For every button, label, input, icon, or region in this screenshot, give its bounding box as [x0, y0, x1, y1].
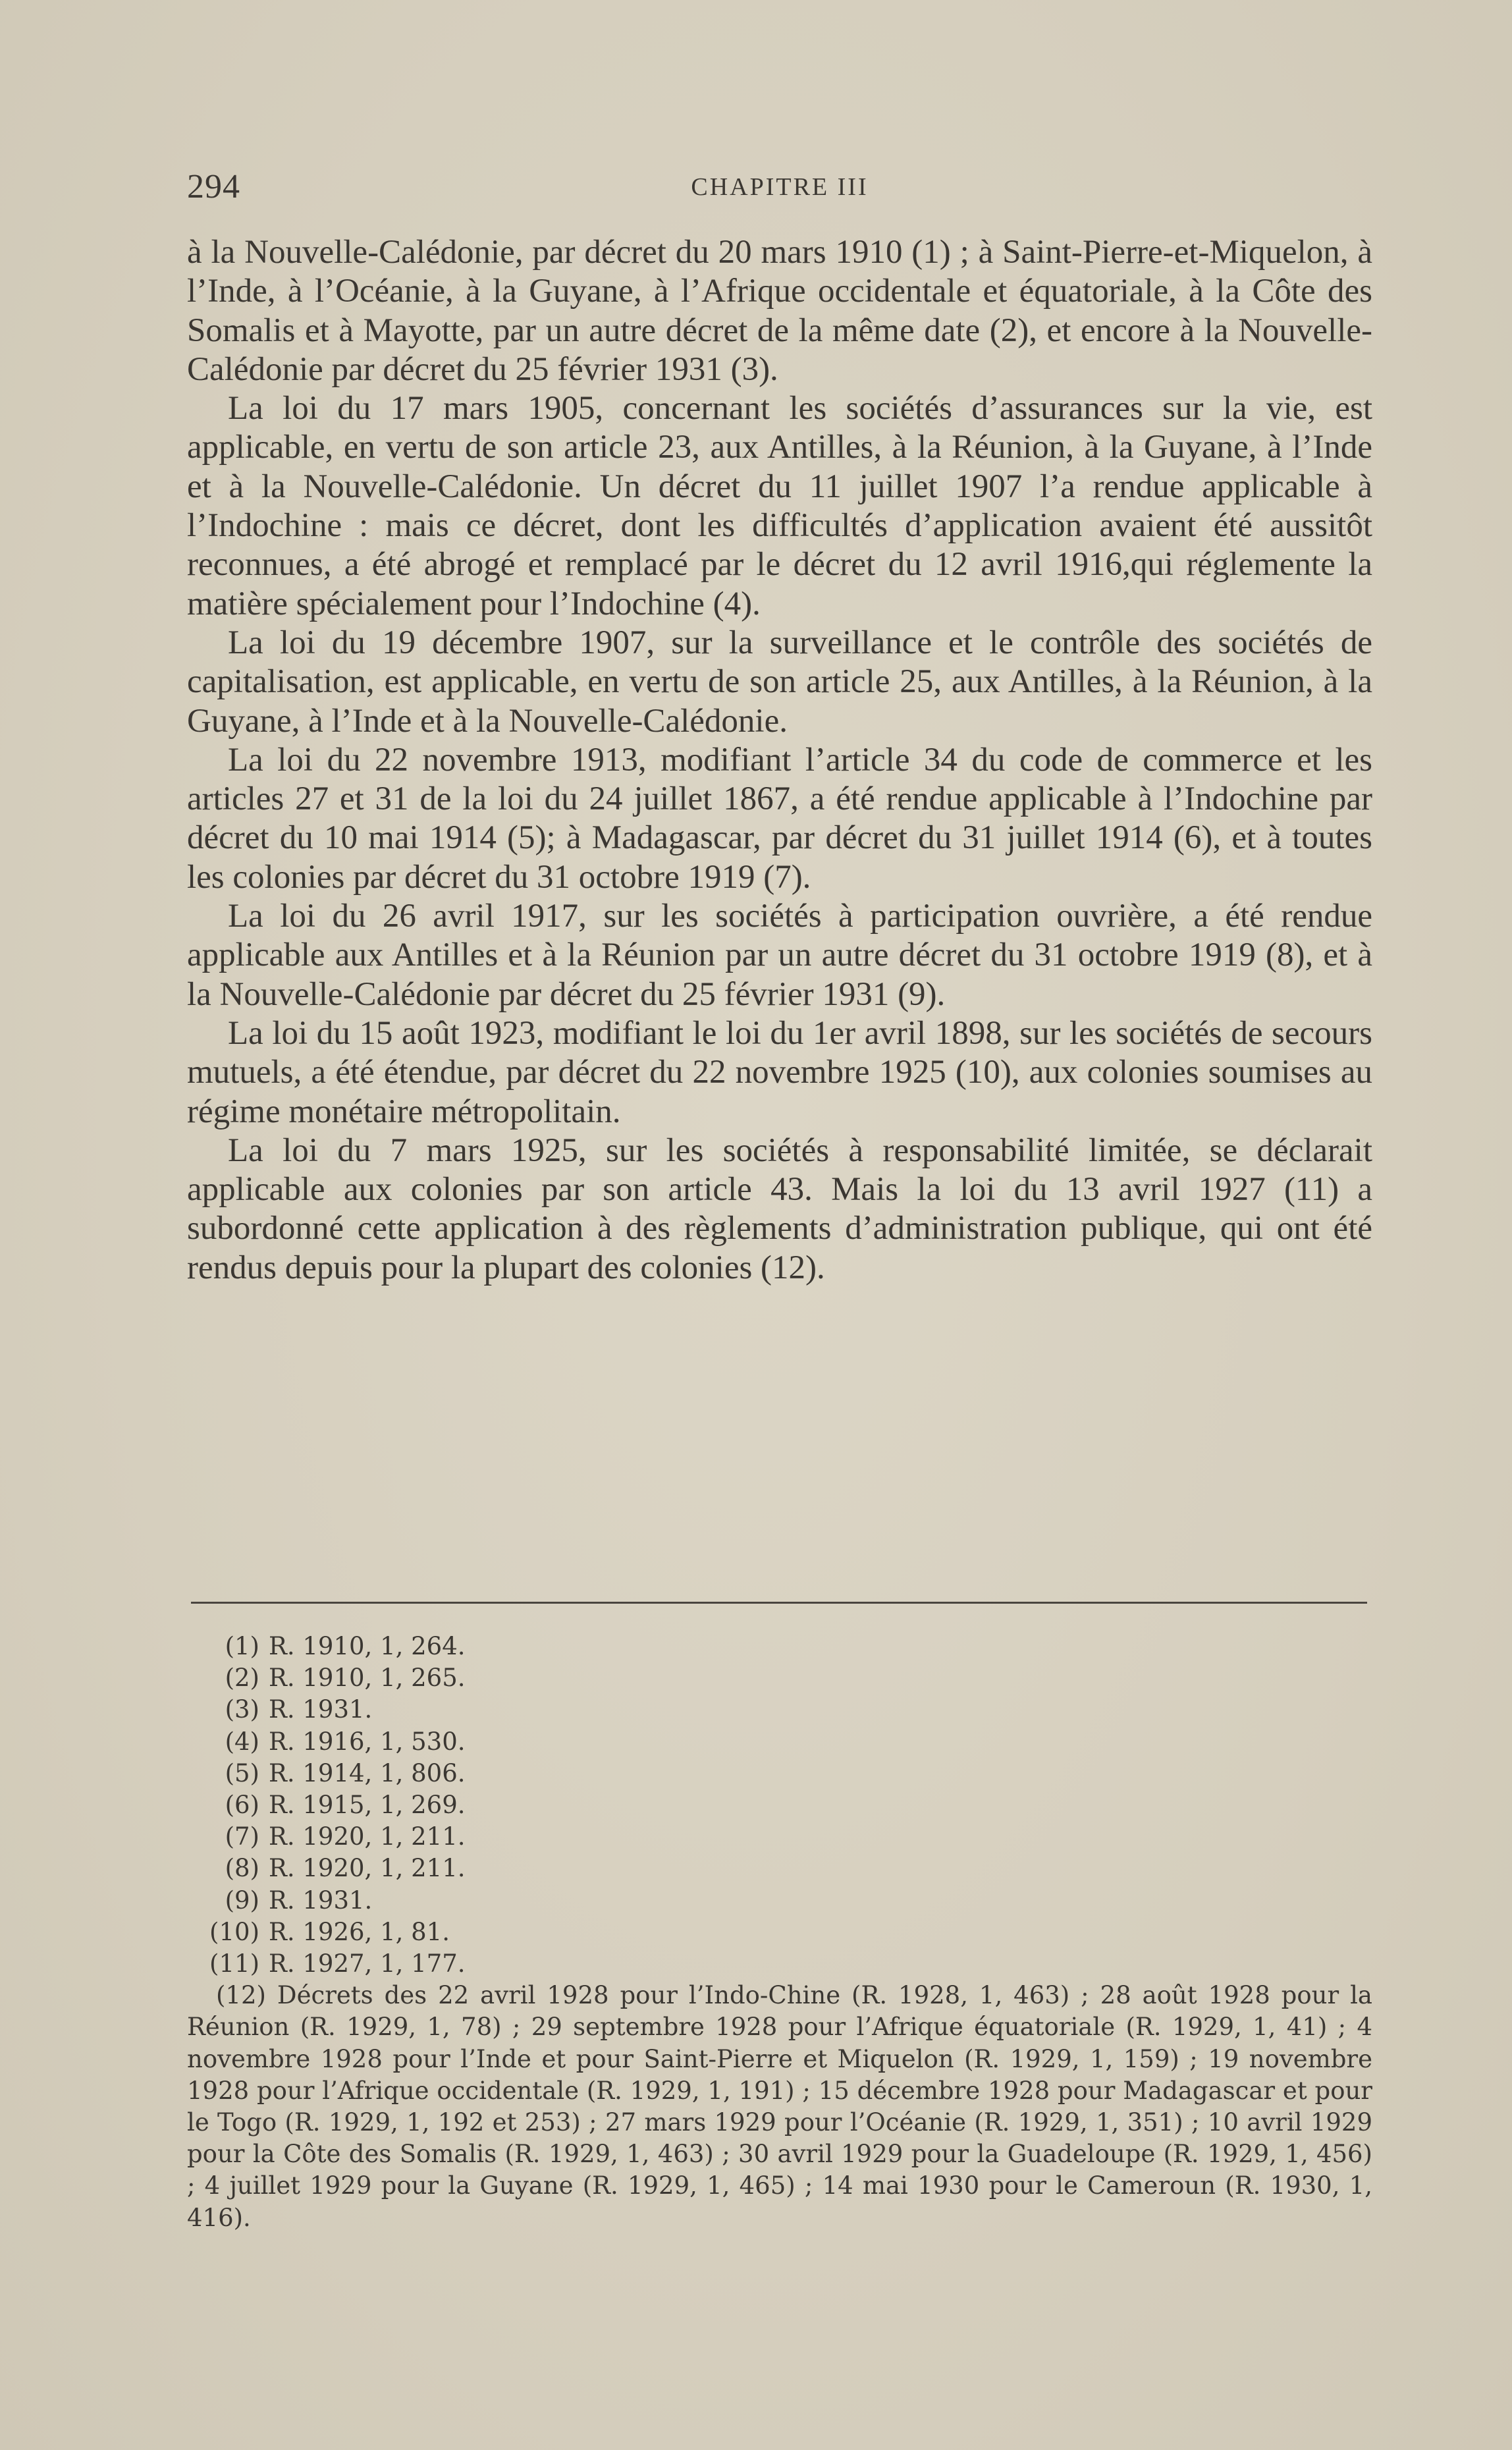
footnote-number: (6): [225, 1791, 259, 1820]
footnote-text: R. 1920, 1, 211.: [269, 1854, 466, 1883]
footnote-text: Décrets des 22 avril 1928 pour l’Indo-Chine (R. 1928, 1, 463) ; 28 août 1928 pour la Réunion (R. 1929, 1, 78) ; 29 septembre 1928 pour l’Afrique équatoriale (R. 1929, 1, 41) ; 4 novembre 1928 pour l’Inde et pour Saint-Pierre et Miquelon (R. 1929, 1, 159) ; 19 novembre 1928 pour l’Afrique occidentale (R. 1929, 1, 191) ; 15 décembre 1928 pour Madagascar et pour le Togo (R. 1929, 1, 192 et 253) ; 27 mars 1929 pour l’Océanie (R. 1929, 1, 351) ; 10 avril 1929 pour la Côte des Somalis (R. 1929, 1, 463) ; 30 avril 1929 pour la Guadeloupe (R. 1929, 1, 456) ; 4 juillet 1929 pour la Guyane (R. 1929, 1, 465) ; 14 mai 1930 pour le Cameroun (R. 1930, 1, 416).: [187, 1981, 1372, 2232]
footnote-text: R. 1914, 1, 806.: [269, 1758, 466, 1787]
footnote-number: (8): [225, 1854, 259, 1883]
footnote-number: (3): [225, 1695, 259, 1724]
footnote-number: (2): [225, 1664, 259, 1693]
footnote: [187, 1662, 1372, 1694]
paragraph: La loi du 22 novembre 1913, modifiant l’article 34 du code de commerce et les articles 27 et 31 de la loi du 24 juillet 1867, a été rendue applicable à l’Indochine par décret du 10 mai 1914 (5); à Madagascar, par décret du 31 juillet 1914 (6), et à toutes les colonies par décret du 31 octobre 1919 (7).: [187, 741, 1372, 896]
footnote-text: R. 1931.: [269, 1886, 373, 1915]
paragraph: La loi du 7 mars 1925, sur les sociétés à responsabilité limitée, se déclarait applicable aux colonies par son article 43. Mais la loi du 13 avril 1927 (11) a subordonné cette application à des règlements d’administration publique, qui ont été rendus depuis pour la plupart des colonies (12).: [187, 1131, 1372, 1286]
running-title: CHAPITRE III: [691, 173, 869, 201]
footnote-number: (1): [225, 1632, 259, 1660]
footnote: [187, 1821, 1372, 1853]
page-header: [187, 167, 1372, 207]
footnote: [187, 1917, 1372, 1948]
footnote: [187, 1789, 1372, 1821]
footnote-text: R. 1931.: [269, 1695, 373, 1724]
footnote: [187, 1631, 1372, 1662]
paragraph: La loi du 26 avril 1917, sur les sociétés à participation ouvrière, a été rendue applicable aux Antilles et à la Réunion par un autre décret du 31 octobre 1919 (8), et à la Nouvelle-Calédonie par décret du 25 février 1931 (9).: [187, 898, 1372, 1013]
footnote: [187, 1948, 1372, 1980]
footnote-number: (7): [225, 1822, 259, 1851]
footnotes: [187, 1631, 1372, 2234]
footnote-text: R. 1910, 1, 265.: [269, 1664, 466, 1693]
footnote-number: (11): [209, 1949, 259, 1978]
body-text: [187, 233, 1372, 1288]
footnote-text: R. 1910, 1, 264.: [269, 1632, 466, 1660]
footnote-number: (12): [216, 1981, 266, 2010]
footnote-text: R. 1916, 1, 530.: [269, 1727, 466, 1756]
footnote-text: R. 1915, 1, 269.: [269, 1791, 466, 1820]
footnote-text: R. 1920, 1, 211.: [269, 1822, 466, 1851]
footnote-number: (5): [225, 1758, 259, 1787]
page-number: 294: [187, 168, 240, 205]
footnote: [187, 1694, 1372, 1726]
footnote: [187, 1853, 1372, 1884]
footnote-number: (10): [209, 1917, 259, 1946]
footnote: [187, 1885, 1372, 1917]
paragraph: La loi du 17 mars 1905, concernant les sociétés d’assurances sur la vie, est applicable, en vertu de son article 23, aux Antilles, à la Réunion, à la Guyane, à l’Inde et à la Nouvelle-Calédonie. Un décret du 11 juillet 1907 l’a rendue applicable à l’Indochine : mais ce décret, dont les difficultés d’application avaient été aussitôt reconnues, a été abrogé et remplacé par le décret du 12 avril 1916,qui réglemente la matière spécialement pour l’Indochine (4).: [187, 390, 1372, 622]
footnote-text: R. 1927, 1, 177.: [269, 1949, 466, 1978]
footnote-text: R. 1926, 1, 81.: [269, 1917, 450, 1946]
footnote-divider: [191, 1602, 1367, 1604]
footnote: [187, 1726, 1372, 1758]
footnote-long: [187, 1980, 1372, 2234]
paragraph: à la Nouvelle-Calédonie, par décret du 20 mars 1910 (1) ; à Saint-Pierre-et-Miquelon, à l’Inde, à l’Océanie, à la Guyane, à l’Afrique occidentale et équatoriale, à la Côte des Somalis et à Mayotte, par un autre décret de la même date (2), et encore à la Nouvelle-Calédonie par décret du 25 février 1931 (3).: [187, 234, 1372, 388]
footnote-number: (4): [225, 1727, 259, 1756]
footnote-number: (9): [225, 1886, 259, 1915]
paragraph: La loi du 15 août 1923, modifiant le loi du 1er avril 1898, sur les sociétés de secours mutuels, a été étendue, par décret du 22 novembre 1925 (10), aux colonies soumises au régime monétaire métropolitain.: [187, 1014, 1372, 1130]
paragraph: La loi du 19 décembre 1907, sur la surveillance et le contrôle des sociétés de capitalisation, est applicable, en vertu de son article 25, aux Antilles, à la Réunion, à la Guyane, à l’Inde et à la Nouvelle-Calédonie.: [187, 624, 1372, 740]
footnote: [187, 1758, 1372, 1789]
